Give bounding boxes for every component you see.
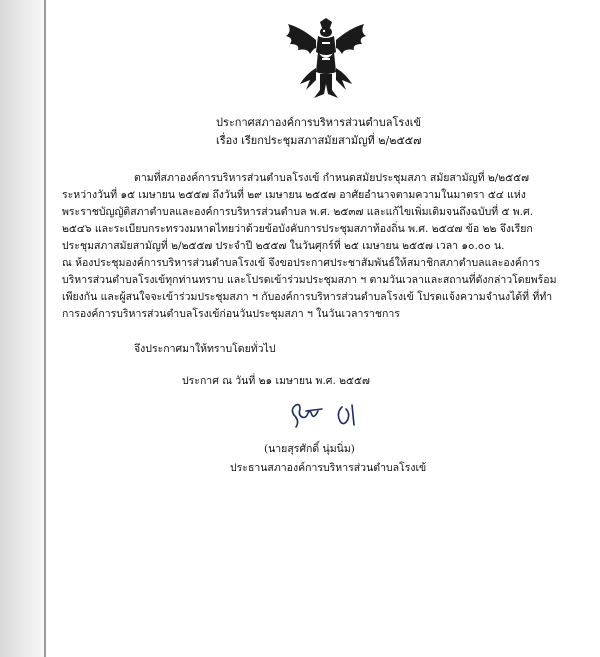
body-line-2: ระหว่างวันที่ ๑๕ เมษายน ๒๕๕๗ ถึงวันที่ ๒๙ เมษายน ๒๕๕๗ อาศัยอำนาจตามความในมาตรา ๕๔ แห่ง bbox=[62, 189, 526, 201]
document-subject: เรื่อง เรียกประชุมสภาสมัยสามัญที่ ๒/๒๕๕๗ bbox=[216, 134, 422, 147]
body-line-4: ๒๕๔๖ และระเบียบกระทรวงมหาดไทยว่าด้วยข้อบังคับการประชุมสภาท้องถิ่น พ.ศ. ๒๕๔๗ ข้อ ๒๒ จึงเรียก bbox=[62, 223, 533, 235]
body-line-6: ณ ห้องประชุมองค์การบริหารส่วนตำบลโรงเข้ จึงขอประกาศประชาสัมพันธ์ให้สมาชิกสภาตำบลและองค์การ bbox=[62, 257, 540, 269]
signature bbox=[286, 399, 376, 433]
body-line-5: ประชุมสภาสมัยสามัญที่ ๒/๒๕๕๗ ประจำปี ๒๕๕๗ ในวันศุกร์ที่ ๒๕ เมษายน ๒๕๕๗ เวลา ๑๐.๐๐ น. bbox=[62, 240, 505, 252]
signer-name: (นายสุรศักดิ์ นุ่มนิ่ม) bbox=[264, 443, 355, 455]
announcement-date: ประกาศ ณ วันที่ ๒๑ เมษายน พ.ศ. ๒๕๕๗ bbox=[182, 375, 370, 387]
closing-text: จึงประกาศมาให้ทราบโดยทั่วไป bbox=[134, 343, 276, 355]
body-line-1: ตามที่สภาองค์การบริหารส่วนตำบลโรงเข้ กำหนดสมัยประชุมสภา สมัยสามัญที่ ๒/๒๕๕๗ bbox=[134, 172, 529, 184]
signer-position: ประธานสภาองค์การบริหารส่วนตำบลโรงเข้ bbox=[230, 462, 427, 474]
page-shadow bbox=[0, 0, 44, 657]
body-line-3: พระราชบัญญัติสภาตำบลและองค์การบริหารส่วนตำบล พ.ศ. ๒๕๓๗ และแก้ไขเพิ่มเติมจนถึงฉบับที่ ๕ พ.ศ. bbox=[62, 206, 534, 218]
document-title: ประกาศสภาองค์การบริหารส่วนตำบลโรงเข้ bbox=[216, 116, 421, 129]
body-line-7: บริหารส่วนตำบลโรงเข้ทุกท่านทราบ และโปรดเข้าร่วมประชุมสภา ฯ ตามวันเวลาและสถานที่ดังกล่าวโดยพร้อม bbox=[62, 274, 557, 286]
document-page bbox=[46, 0, 600, 657]
body-line-8: เพียงกัน และผู้สนใจจะเข้าร่วมประชุมสภา ฯ กับองค์การบริหารส่วนตำบลโรงเข้ โปรดแจ้งความจำนงได้ที่ ที่ทำ bbox=[62, 291, 553, 303]
body-line-9: การองค์การบริหารส่วนตำบลโรงเข้ก่อนวันประชุมสภา ฯ ในวันเวลาราชการ bbox=[62, 308, 400, 320]
garuda-emblem-icon bbox=[280, 18, 372, 102]
